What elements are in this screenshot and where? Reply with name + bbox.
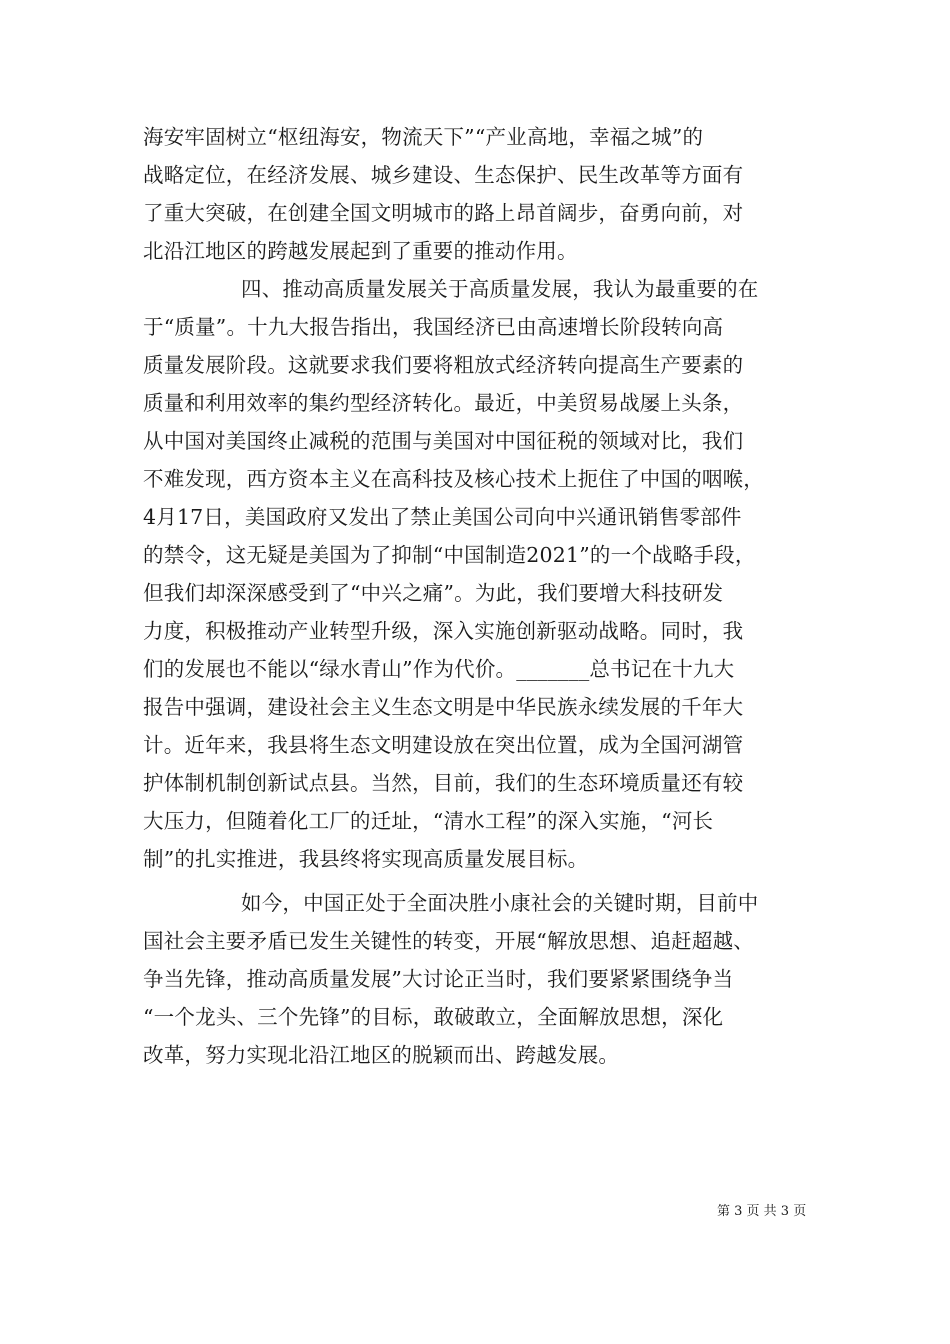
text-line: 四、推动高质量发展关于高质量发展，我认为最重要的在 [241,277,759,301]
text-line: 们的发展也不能以“绿水青山”作为代价。_______总书记在十九大 [143,657,735,681]
text-line: 的禁令，这无疑是美国为了抑制“中国制造2021”的一个战略手段， [143,543,756,567]
paragraph-2 [143,270,808,878]
text-line: 制”的扎实推进，我县终将实现高质量发展目标。 [143,847,589,871]
text-line: 改革，努力实现北沿江地区的脱颖而出、跨越发展。 [143,1043,620,1067]
text-line: 护体制机制创新试点县。当然，目前，我们的生态环境质量还有较 [143,771,744,795]
page-number-footer: 第 3 页 共 3 页 [717,1204,807,1219]
paragraph-1 [143,118,808,270]
text-line: 不难发现，西方资本主义在高科技及核心技术上扼住了中国的咽喉， [143,467,764,491]
text-line: 国社会主要矛盾已发生关键性的转变，开展“解放思想、追赶超越、 [143,929,754,953]
text-line: 海安牢固树立“枢纽海安，物流天下”“产业高地，幸福之城”的 [143,125,704,149]
text-line: 但我们却深深感受到了“中兴之痛”。为此，我们要增大科技研发 [143,581,724,605]
text-line: 大压力，但随着化工厂的迁址，“清水工程”的深入实施，“河长 [143,809,714,833]
paragraph-3 [143,884,808,1074]
text-line: 争当先锋，推动高质量发展”大讨论正当时，我们要紧紧围绕争当 [143,967,734,991]
text-line: 计。近年来，我县将生态文明建设放在突出位置，成为全国河湖管 [143,733,744,757]
text-line: “一个龙头、三个先锋”的目标，敢破敢立，全面解放思想，深化 [143,1005,724,1029]
text-line: 质量和利用效率的集约型经济转化。最近，中美贸易战屡上头条， [143,391,744,415]
document-body [143,118,808,1074]
text-line: 质量发展阶段。这就要求我们要将粗放式经济转向提高生产要素的 [143,353,744,377]
text-line: 北沿江地区的跨越发展起到了重要的推动作用。 [143,239,578,263]
text-line: 如今，中国正处于全面决胜小康社会的关键时期，目前中 [241,891,759,915]
text-line: 4月17日，美国政府又发出了禁止美国公司向中兴通讯销售零部件 [143,505,742,529]
text-line: 于“质量”。十九大报告指出，我国经济已由高速增长阶段转向高 [143,315,724,339]
text-line: 了重大突破，在创建全国文明城市的路上昂首阔步，奋勇向前，对 [143,201,744,225]
text-line: 战略定位，在经济发展、城乡建设、生态保护、民生改革等方面有 [143,163,744,187]
text-line: 力度，积极推动产业转型升级，深入实施创新驱动战略。同时，我 [143,619,744,643]
text-line: 报告中强调，建设社会主义生态文明是中华民族永续发展的千年大 [143,695,744,719]
text-line: 从中国对美国终止减税的范围与美国对中国征税的领域对比，我们 [143,429,744,453]
